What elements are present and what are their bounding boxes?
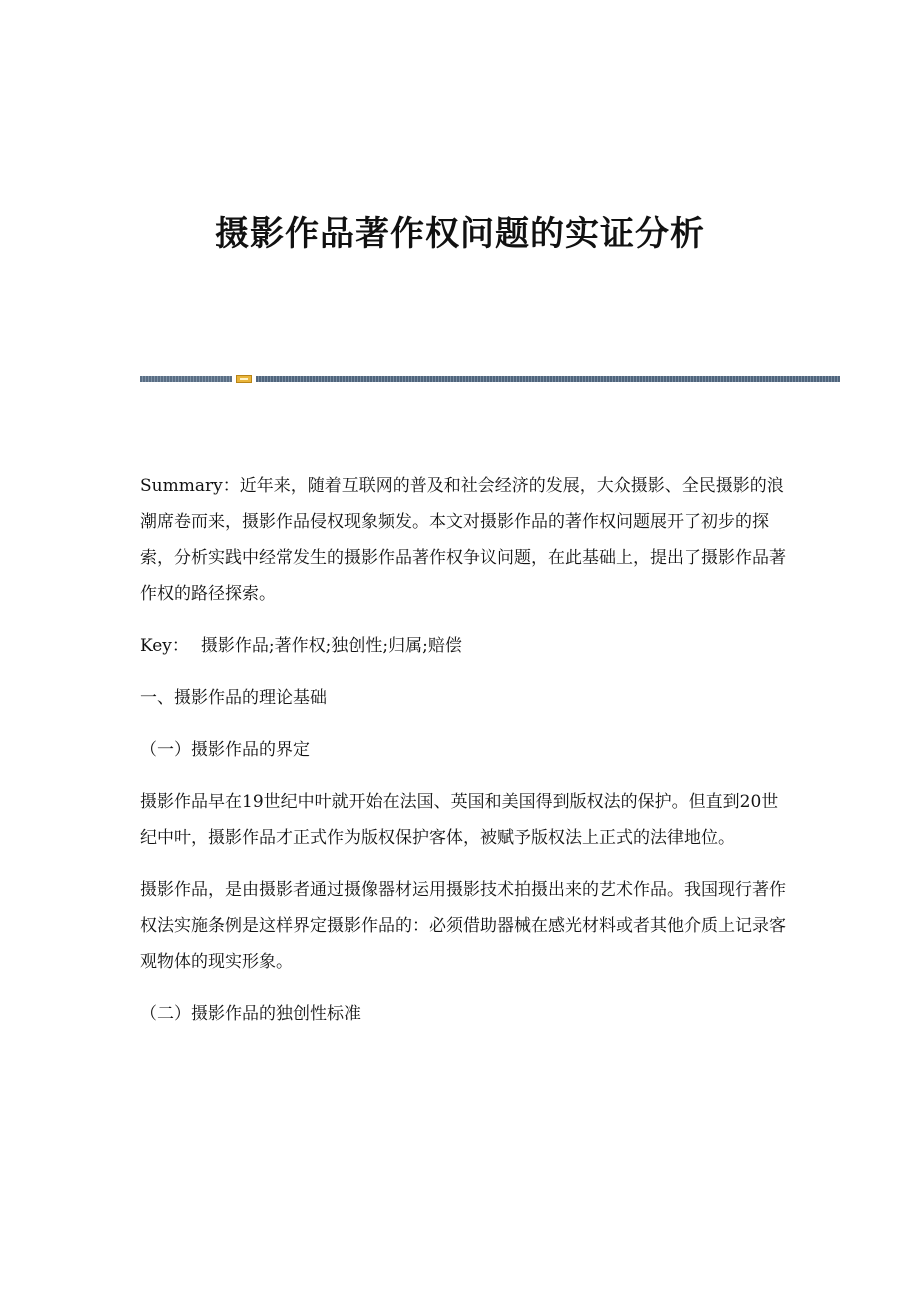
divider-bar-right [256,376,840,382]
key-label: Key： [140,636,189,656]
keywords-line [140,628,790,664]
body-paragraph: 摄影作品早在19世纪中叶就开始在法国、英国和美国得到版权法的保护。但直到20世纪中叶，摄影作品才正式作为版权保护客体，被赋予版权法上正式的法律地位。 [140,792,779,848]
subsection-heading: （一）摄影作品的界定 [140,740,310,760]
section-heading: 一、摄影作品的理论基础 [140,688,327,708]
divider-ornament-icon [236,375,252,383]
title-divider [140,375,840,383]
summary-text: 近年来，随着互联网的普及和社会经济的发展，大众摄影、全民摄影的浪潮席卷而来，摄影作品侵权现象频发。本文对摄影作品的著作权问题展开了初步的探索，分析实践中经常发生的摄影作品著作权争议问题，在此基础上，提出了摄影作品著作权的路径探索。 [140,476,786,604]
divider-bar-left [140,376,232,382]
subsection-heading: （二）摄影作品的独创性标准 [140,1004,361,1024]
key-text: 摄影作品;著作权;独创性;归属;赔偿 [200,636,462,656]
summary-paragraph [140,468,790,612]
body-paragraph: 摄影作品，是由摄影者通过摄像器材运用摄影技术拍摄出来的艺术作品。我国现行著作权法实施条例是这样界定摄影作品的：必须借助器械在感光材料或者其他介质上记录客观物体的现实形象。 [140,880,786,972]
document-title: 摄影作品著作权问题的实证分析 [215,214,705,254]
summary-label: Summary： [140,476,240,496]
document-body [140,468,790,1032]
